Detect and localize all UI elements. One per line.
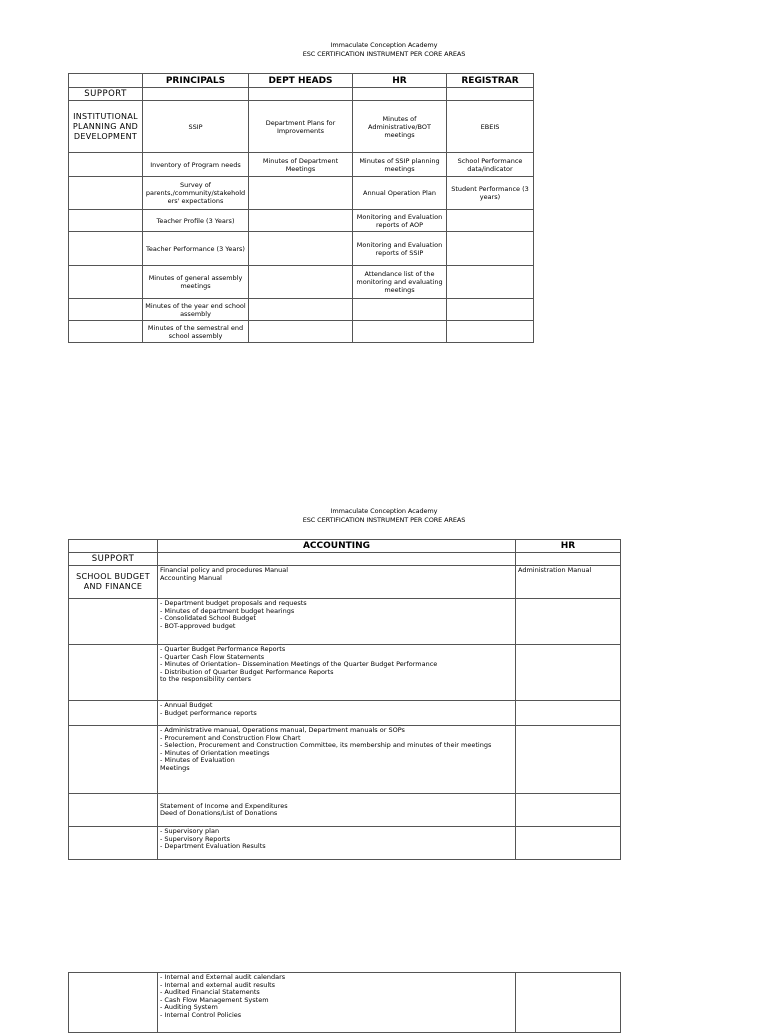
table-row	[69, 794, 621, 827]
list-item: - Minutes of Evaluation	[160, 756, 235, 764]
table-cell: SSIP	[143, 101, 249, 153]
table-row	[69, 153, 534, 177]
list-item: - Auditing System	[160, 1003, 218, 1011]
list-item: - Procurement and Construction Flow Chart	[160, 733, 301, 742]
list-item: - Internal Control Policies	[160, 1010, 242, 1019]
table-cell	[249, 210, 353, 232]
col-hr: HR	[516, 540, 621, 553]
table-cell	[447, 266, 534, 299]
table-row	[69, 177, 534, 210]
list-item: - Internal and external audit results	[160, 980, 276, 989]
table-row	[69, 299, 534, 321]
list-item: - Quarter Cash Flow Statements	[160, 652, 265, 661]
list-item: - Internal and External audit calendars	[160, 973, 286, 981]
accounting-cell	[158, 599, 516, 645]
list-item: - Supervisory Reports	[160, 834, 230, 843]
table-cell	[249, 232, 353, 266]
table-row	[69, 210, 534, 232]
col-principals: PRINCIPALS	[143, 74, 249, 88]
page2-subtitle: ESC CERTIFICATION INSTRUMENT PER CORE AREAS	[302, 516, 466, 524]
col-accounting: ACCOUNTING	[158, 540, 516, 553]
list-item: - Distribution of Quarter Budget Performance Reports	[160, 667, 334, 676]
list-item: Financial policy and procedures Manual	[160, 566, 289, 574]
table-cell: Inventory of Program needs	[143, 153, 249, 177]
list-item: Deed of Donations/List of Donations	[160, 809, 278, 817]
table-cell	[447, 299, 534, 321]
table-cell	[353, 321, 447, 343]
table-cell	[249, 266, 353, 299]
table-row	[69, 701, 621, 726]
col-hr: HR	[353, 74, 447, 88]
table-cell: Teacher Profile (3 Years)	[143, 210, 249, 232]
accounting-cell	[158, 827, 516, 860]
list-item: - Consolidated School Budget	[160, 614, 256, 622]
table-cell: Minutes of the semestral end school assembly	[143, 321, 249, 343]
hr-cell	[516, 645, 621, 701]
list-item: - Cash Flow Management System	[160, 995, 269, 1004]
table-cell: Student Performance (3 years)	[447, 177, 534, 210]
page2-header-blank	[69, 540, 158, 553]
table-row	[69, 266, 534, 299]
list-item: - Administrative manual, Operations manual, Department manuals or SOPs	[160, 726, 405, 734]
table-cell: Minutes of the year end school assembly	[143, 299, 249, 321]
table-cell: Monitoring and Evaluation reports of AOP	[353, 210, 447, 232]
table-cell	[447, 321, 534, 343]
table-cell: Minutes of general assembly meetings	[143, 266, 249, 299]
page1-school-name: Immaculate Conception Academy	[330, 41, 438, 49]
section-label: SCHOOL BUDGET AND FINANCE	[69, 566, 158, 599]
table-row	[69, 101, 534, 153]
hr-cell	[516, 827, 621, 860]
list-item: - Minutes of department budget hearings	[160, 606, 295, 615]
list-item: - Department budget proposals and requests	[160, 599, 307, 607]
table-row	[69, 827, 621, 860]
col-dept-heads: DEPT HEADS	[249, 74, 353, 88]
table-cell: EBEIS	[447, 101, 534, 153]
list-item: - Budget performance reports	[160, 708, 257, 717]
list-item: - Minutes of Orientation meetings	[160, 748, 270, 757]
hr-cell	[516, 599, 621, 645]
table-cell	[249, 299, 353, 321]
table-cell: School Performance data/indicator	[447, 153, 534, 177]
page1-support-row	[69, 88, 534, 101]
list-item: Accounting Manual	[160, 573, 222, 582]
hr-cell	[516, 701, 621, 726]
table-cell	[447, 232, 534, 266]
list-item: - Selection, Procurement and Construction Committee, its membership and minutes of their meetings	[160, 741, 492, 749]
table-row	[69, 566, 621, 599]
list-item: to the responsibility centers	[160, 675, 251, 683]
page2-support-row	[69, 553, 621, 566]
table-cell	[353, 299, 447, 321]
accounting-cell	[158, 794, 516, 827]
page2-school-name: Immaculate Conception Academy	[330, 507, 438, 515]
list-item: - Quarter Budget Performance Reports	[160, 645, 286, 653]
page2-table	[68, 539, 621, 860]
hr-cell	[516, 726, 621, 794]
support-label: SUPPORT	[69, 553, 158, 566]
page2-header-row	[69, 540, 621, 553]
page1-table	[68, 73, 534, 343]
list-item: - Department Evaluation Results	[160, 842, 266, 850]
table-cell: Department Plans for Improvements	[249, 101, 353, 153]
table-cell: Minutes of Department Meetings	[249, 153, 353, 177]
page1-header-row	[69, 74, 534, 88]
list-item: - BOT-approved budget	[160, 621, 236, 630]
table-cell: Minutes of Administrative/BOT meetings	[353, 101, 447, 153]
hr-cell: Administration Manual	[516, 566, 621, 599]
table-cell: Survey of parents,/community/stakehold ers' expectations	[143, 177, 249, 210]
accounting-cell	[158, 566, 516, 599]
table-cell	[447, 210, 534, 232]
page1-subtitle: ESC CERTIFICATION INSTRUMENT PER CORE AREAS	[302, 50, 466, 58]
hr-cell	[516, 794, 621, 827]
section-label: INSTITUTIONAL PLANNING AND DEVELOPMENT	[69, 101, 143, 153]
table-cell: Teacher Performance (3 Years)	[143, 232, 249, 266]
list-item: Meetings	[160, 763, 190, 772]
list-item: Statement of Income and Expenditures	[160, 801, 288, 810]
table-cell	[249, 177, 353, 210]
list-item: - Audited Financial Statements	[160, 988, 260, 996]
page1-header-blank	[69, 74, 143, 88]
list-item: - Minutes of Orientation– Dissemination Meetings of the Quarter Budget Performance	[160, 660, 438, 668]
table-cell: Minutes of SSIP planning meetings	[353, 153, 447, 177]
table-row	[69, 645, 621, 701]
table-row	[69, 232, 534, 266]
accounting-cell	[158, 726, 516, 794]
table-cell: Attendance list of the monitoring and evaluating meetings	[353, 266, 447, 299]
table-cell	[249, 321, 353, 343]
accounting-cell	[158, 701, 516, 726]
table-row	[69, 599, 621, 645]
table-cell: Annual Operation Plan	[353, 177, 447, 210]
table-row	[69, 726, 621, 794]
table-cell: Monitoring and Evaluation reports of SSIP	[353, 232, 447, 266]
list-item: - Supervisory plan	[160, 827, 220, 835]
accounting-cell	[158, 645, 516, 701]
support-label: SUPPORT	[69, 88, 143, 101]
list-item: - Annual Budget	[160, 701, 213, 709]
table-row	[69, 321, 534, 343]
col-registrar: REGISTRAR	[447, 74, 534, 88]
